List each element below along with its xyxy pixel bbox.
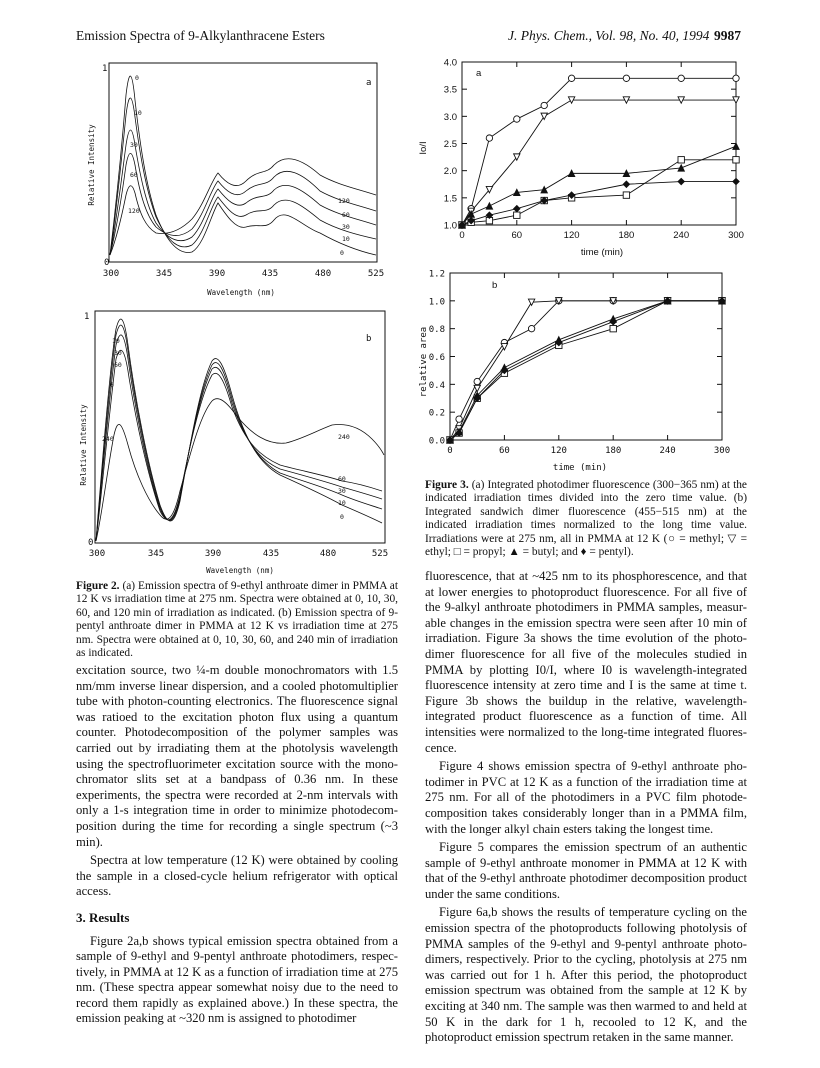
figure-3-caption-label: Figure 3. <box>425 479 469 491</box>
figure-3-caption <box>425 479 747 559</box>
fig3a-ytick-0: 1.0 <box>443 220 457 232</box>
fig2a-xtick-390: 390 <box>208 269 226 279</box>
fig3b-point-methyl-2 <box>474 378 480 384</box>
fig3b-ytick-2: 0.4 <box>428 380 445 391</box>
figure-3a-chart <box>412 48 752 258</box>
fig3a-point-pentyl-8 <box>733 178 739 184</box>
fig2a-right-label-5: 0 <box>340 249 344 257</box>
fig3b-line-methyl <box>450 301 722 440</box>
fig3a-point-methyl-8 <box>733 75 739 81</box>
left-paragraph-1: excitation source, two ¼-m double monochromators with 1.5 nm/mm inverse linear dispersion, and a cooled photomultiplier tube with photon-counting electronics. The fluorescence signal was ratioed to the excitation photon flux using a quantum counter. Photodecomposition of the polymer samples was carried out by irradiating them at the photolysis wavelength using the spectrofluorimeter excitation source with the mono-chromator slits set at a bandpass of 0.36 nm. In these experiments, the spectra were recorded at 2-nm intervals with only a 1-s integration time in order to minimize photodecom-position during the time for recording a single spectrum (~3 min). <box>76 663 398 849</box>
fig3a-ytick-4: 3.0 <box>443 111 457 123</box>
fig3b-line-pentyl <box>450 301 722 440</box>
fig3a-frame <box>462 62 736 225</box>
fig3a-marks <box>459 75 739 228</box>
fig3b-xtick-3: 180 <box>605 446 622 456</box>
fig3a-ytick-6: 4.0 <box>443 57 457 69</box>
fig2b-xtick-345: 345 <box>147 549 165 559</box>
fig3b-ytick-6: 1.2 <box>428 269 445 280</box>
fig2a-xtick-300: 300 <box>102 269 120 279</box>
fig2a-xtick-480: 480 <box>314 269 332 279</box>
fig3a-point-methyl-4 <box>541 102 547 108</box>
section-heading-results: 3. Results <box>76 909 130 925</box>
left-paragraph-3: Figure 2a,b shows typical emission spectra obtained from a sample of 9-ethyl and 9-pentyl anthroate photodimers, respec-tively, in PMMA at 12 K as a function of irradiation time at 275 nm. (These spectra appear somewhat noisy due to the need to record them rapidly as explained above.) In these spectra, the emission peaking at ~320 nm is assigned to photodimer <box>76 933 398 1026</box>
fig3b-ytick-1: 0.2 <box>428 408 445 419</box>
fig2b-xtick-300: 300 <box>88 549 106 559</box>
fig2b-xlabel: Wavelength (nm) <box>206 566 274 575</box>
fig3b-marks <box>447 298 725 444</box>
fig2a-panel-label: a <box>366 78 372 88</box>
right-paragraph-4: Figure 6a,b shows the results of temperature cycling on the emission spectra of the photoproducts following photolysis of PMMA samples of the 9-ethyl and 9-pentyl anthroate photo-dimers, respectively. Prior to the cycling, photolysis at 275 nm was carried out for 1 h. After this period, the photoproduct emission spectrum was obtained from the sample at 12 K by exciting at 340 nm. The sample was then warmed to and held at 50 K in the dark for 1 h, recooled to 12 K, and the photoproduct emission spectrum retaken in the same manner. <box>425 905 747 1045</box>
fig2a-xlabel: Wavelength (nm) <box>207 288 275 297</box>
fig3a-xtick-1: 60 <box>511 230 523 241</box>
fig2b-curve-label-1: 10 <box>112 337 120 345</box>
fig2a-y-bottom: 0 <box>104 258 110 268</box>
fig2a-xtick-345: 345 <box>155 269 173 279</box>
fig2a-xtick-525: 525 <box>367 269 385 279</box>
fig2a-right-label-4: 10 <box>342 235 350 243</box>
fig3a-xtick-5: 300 <box>728 230 744 241</box>
fig2b-xtick-435: 435 <box>262 549 280 559</box>
fig3a-point-methyl-3 <box>514 116 520 122</box>
fig3b-frame <box>450 273 722 440</box>
fig2a-y-top: 1 <box>102 64 108 74</box>
right-paragraph-1: fluorescence, that at ~425 nm to its phosphorescence, and that at lower energies to photoproduct fluorescence. For all five of the 9-alkyl anthroate photodimers in PMMA samples, measur-able changes in the emission spectra were seen after 10 min of irradiation. Figure 3a shows the time evolution of the photo-dimer fluorescence for all five of the molecules studied in PMMA by plotting I0/I, where I0 is wavelength-integrated fluorescence intensity at zero time and I is the same at time t. Figure 3b shows the buildup in the relative, wavelength-integrated product fluorescence as a function of time. All intensities were normalized to the long-time integrated fluores-cence. <box>425 569 747 755</box>
fig2a-curve-label-3: 30 <box>130 141 138 149</box>
fig2b-curve-label-5: 240 <box>102 435 114 443</box>
fig3b-line-ethyl <box>450 301 722 440</box>
fig2a-right-label-3: 30 <box>342 223 350 231</box>
fig2b-curve-label-3: 60 <box>114 361 122 369</box>
fig3b-xtick-5: 300 <box>713 446 731 456</box>
fig2b-y-bottom: 0 <box>88 538 94 548</box>
fig2a-xtick-435: 435 <box>261 269 279 279</box>
fig2a-curve-label-4: 60 <box>130 171 138 179</box>
running-header-title: Emission Spectra of 9-Alkylanthracene Esters <box>76 28 325 43</box>
fig2b-curve-label-2: 30 <box>114 349 122 357</box>
fig3b-ylabel: relative area <box>419 326 429 398</box>
fig3a-ylabel: Io/I <box>418 141 429 155</box>
fig3b-xtick-1: 60 <box>498 446 510 456</box>
fig2a-ylabel: Relative Intensity <box>87 124 96 206</box>
figure-2-caption-label: Figure 2. <box>76 580 120 592</box>
fig3b-ytick-5: 1.0 <box>428 297 445 308</box>
fig3a-xtick-0: 0 <box>459 230 465 241</box>
figure-2-caption <box>76 580 398 660</box>
fig3b-line-butyl <box>450 301 722 440</box>
figure-2b-spectra <box>76 305 389 577</box>
fig2b-right-label-2: 60 <box>338 475 346 483</box>
fig3a-ytick-5: 3.5 <box>443 84 457 96</box>
fig3a-point-pentyl-6 <box>623 181 629 187</box>
fig3a-ytick-2: 2.0 <box>443 166 457 178</box>
fig3a-point-propyl-7 <box>678 157 684 163</box>
fig2b-frame <box>95 311 385 543</box>
fig2a-curve-label-2: 10 <box>134 109 142 117</box>
fig3a-xlabel: time (min) <box>580 247 624 258</box>
fig3a-line-butyl <box>462 146 736 225</box>
fig3b-ytick-0: 0.0 <box>428 436 445 447</box>
fig3b-axes <box>429 270 730 457</box>
fig2b-y-top: 1 <box>84 312 90 322</box>
fig2b-xtick-480: 480 <box>319 549 337 559</box>
fig2a-right-label-1: 120 <box>338 197 350 205</box>
fig2a-curve-label-5: 120 <box>128 207 140 215</box>
fig3a-xtick-3: 180 <box>618 230 635 241</box>
right-paragraph-2: Figure 4 shows emission spectra of 9-ethyl anthroate pho-todimer in PVC at 12 K as a function of the irradiation time at 275 nm. For all of the photodimers in a PVC film photode-composition takes considerably longer than in a PMMA film, with the longer alkyl chain esters taking the longest time. <box>425 759 747 836</box>
fig2b-ylabel: Relative Intensity <box>79 404 88 486</box>
fig3a-point-propyl-6 <box>623 192 629 198</box>
figure-3b-chart <box>412 262 752 474</box>
fig3a-xtick-4: 240 <box>673 230 690 241</box>
fig3b-point-propyl-5 <box>610 325 616 331</box>
figure-2a-spectra <box>76 55 386 300</box>
fig3a-point-pentyl-3 <box>514 206 520 212</box>
fig2b-right-label-3: 30 <box>338 487 346 495</box>
fig3b-point-methyl-1 <box>456 416 462 422</box>
fig2b-xtick-390: 390 <box>204 549 222 559</box>
right-column <box>425 569 747 1049</box>
fig2b-panel-label: b <box>366 334 372 344</box>
fig3b-panel-label: b <box>492 280 498 291</box>
left-column <box>76 663 398 1030</box>
fig3b-ytick-3: 0.6 <box>428 353 445 363</box>
fig3a-point-methyl-2 <box>486 135 492 141</box>
fig3a-point-pentyl-7 <box>678 178 684 184</box>
fig3a-point-butyl-2 <box>486 203 492 209</box>
fig3a-point-methyl-6 <box>623 75 629 81</box>
fig3b-xtick-0: 0 <box>447 446 453 456</box>
fig3a-line-pentyl <box>462 182 736 225</box>
fig3a-point-propyl-3 <box>514 212 520 218</box>
fig2a-right-label-2: 60 <box>342 211 350 219</box>
fig3a-line-propyl <box>462 160 736 225</box>
fig3a-panel-label: a <box>476 68 482 79</box>
fig2a-curves <box>110 76 376 255</box>
fig3a-xtick-2: 120 <box>563 230 580 241</box>
fig3b-xtick-4: 240 <box>659 446 676 456</box>
fig2b-curve-label-4: 0 <box>110 381 114 389</box>
fig3a-point-methyl-5 <box>568 75 574 81</box>
fig3b-xtick-2: 120 <box>550 446 567 456</box>
fig2b-curves <box>96 319 384 541</box>
fig3b-line-propyl <box>450 301 722 440</box>
fig2a-curve-label-1: 0 <box>135 74 139 82</box>
right-paragraph-3: Figure 5 compares the emission spectrum of an authentic sample of 9-ethyl anthroate monomer in PMMA at 12 K with that of the 9-ethyl anthroate photodimer decomposition product under the same conditions. <box>425 840 747 901</box>
fig3a-ytick-1: 1.5 <box>443 193 457 205</box>
fig2b-right-label-5: 0 <box>340 513 344 521</box>
fig3b-xlabel: time (min) <box>552 463 608 473</box>
fig2b-xtick-525: 525 <box>371 549 389 559</box>
figure-3-caption-text: (a) Integrated photodimer fluorescence (300−365 nm) at the indicated irradiation times divided into the zero time value. (b) Integrated sandwich dimer fluorescence (455−515 nm) at the indicated irradiation times normalized to the long time value. Irradiations were at 275 nm, all in PMMA at 12 K (○ = methyl; ▽ = ethyl; □ = propyl; ▲ = butyl; and ♦ = pentyl). <box>425 479 747 559</box>
left-paragraph-2: Spectra at low temperature (12 K) were obtained by cooling the sample in a closed-cycle helium refrigerator with optical access. <box>76 853 398 899</box>
fig3b-point-ethyl-2 <box>474 385 480 391</box>
fig2b-right-label-1: 240 <box>338 433 350 441</box>
figure-2-caption-text: (a) Emission spectra of 9-ethyl anthroate dimer in PMMA at 12 K vs irradiation time at 275 nm. Spectra were obtained at 0, 10, 30, 60, and 120 min of irradiation as indicated. (b) Emission spectra of 9-pentyl anthroate dimer in PMMA at 12 K vs irradiation time at 275 nm. Spectra were obtained at 0, 10, 30, 60, and 240 min of irradiation as indicated. <box>76 580 398 660</box>
fig3a-point-ethyl-4 <box>541 113 547 119</box>
fig2a-curve-10 <box>110 98 376 255</box>
fig2a-curve-120 <box>110 159 376 255</box>
fig2b-right-label-4: 10 <box>338 499 346 507</box>
fig3a-ytick-3: 2.5 <box>443 139 457 150</box>
fig3a-point-propyl-8 <box>733 157 739 163</box>
page-number: 9987 <box>714 28 741 43</box>
fig3b-point-ethyl-3 <box>501 344 507 350</box>
fig2a-frame <box>109 63 377 262</box>
fig3b-point-methyl-4 <box>528 325 534 331</box>
fig3a-point-methyl-7 <box>678 75 684 81</box>
fig3b-ytick-4: 0.8 <box>428 325 445 336</box>
running-header-journal: J. Phys. Chem., Vol. 98, No. 40, 1994 <box>508 28 710 43</box>
